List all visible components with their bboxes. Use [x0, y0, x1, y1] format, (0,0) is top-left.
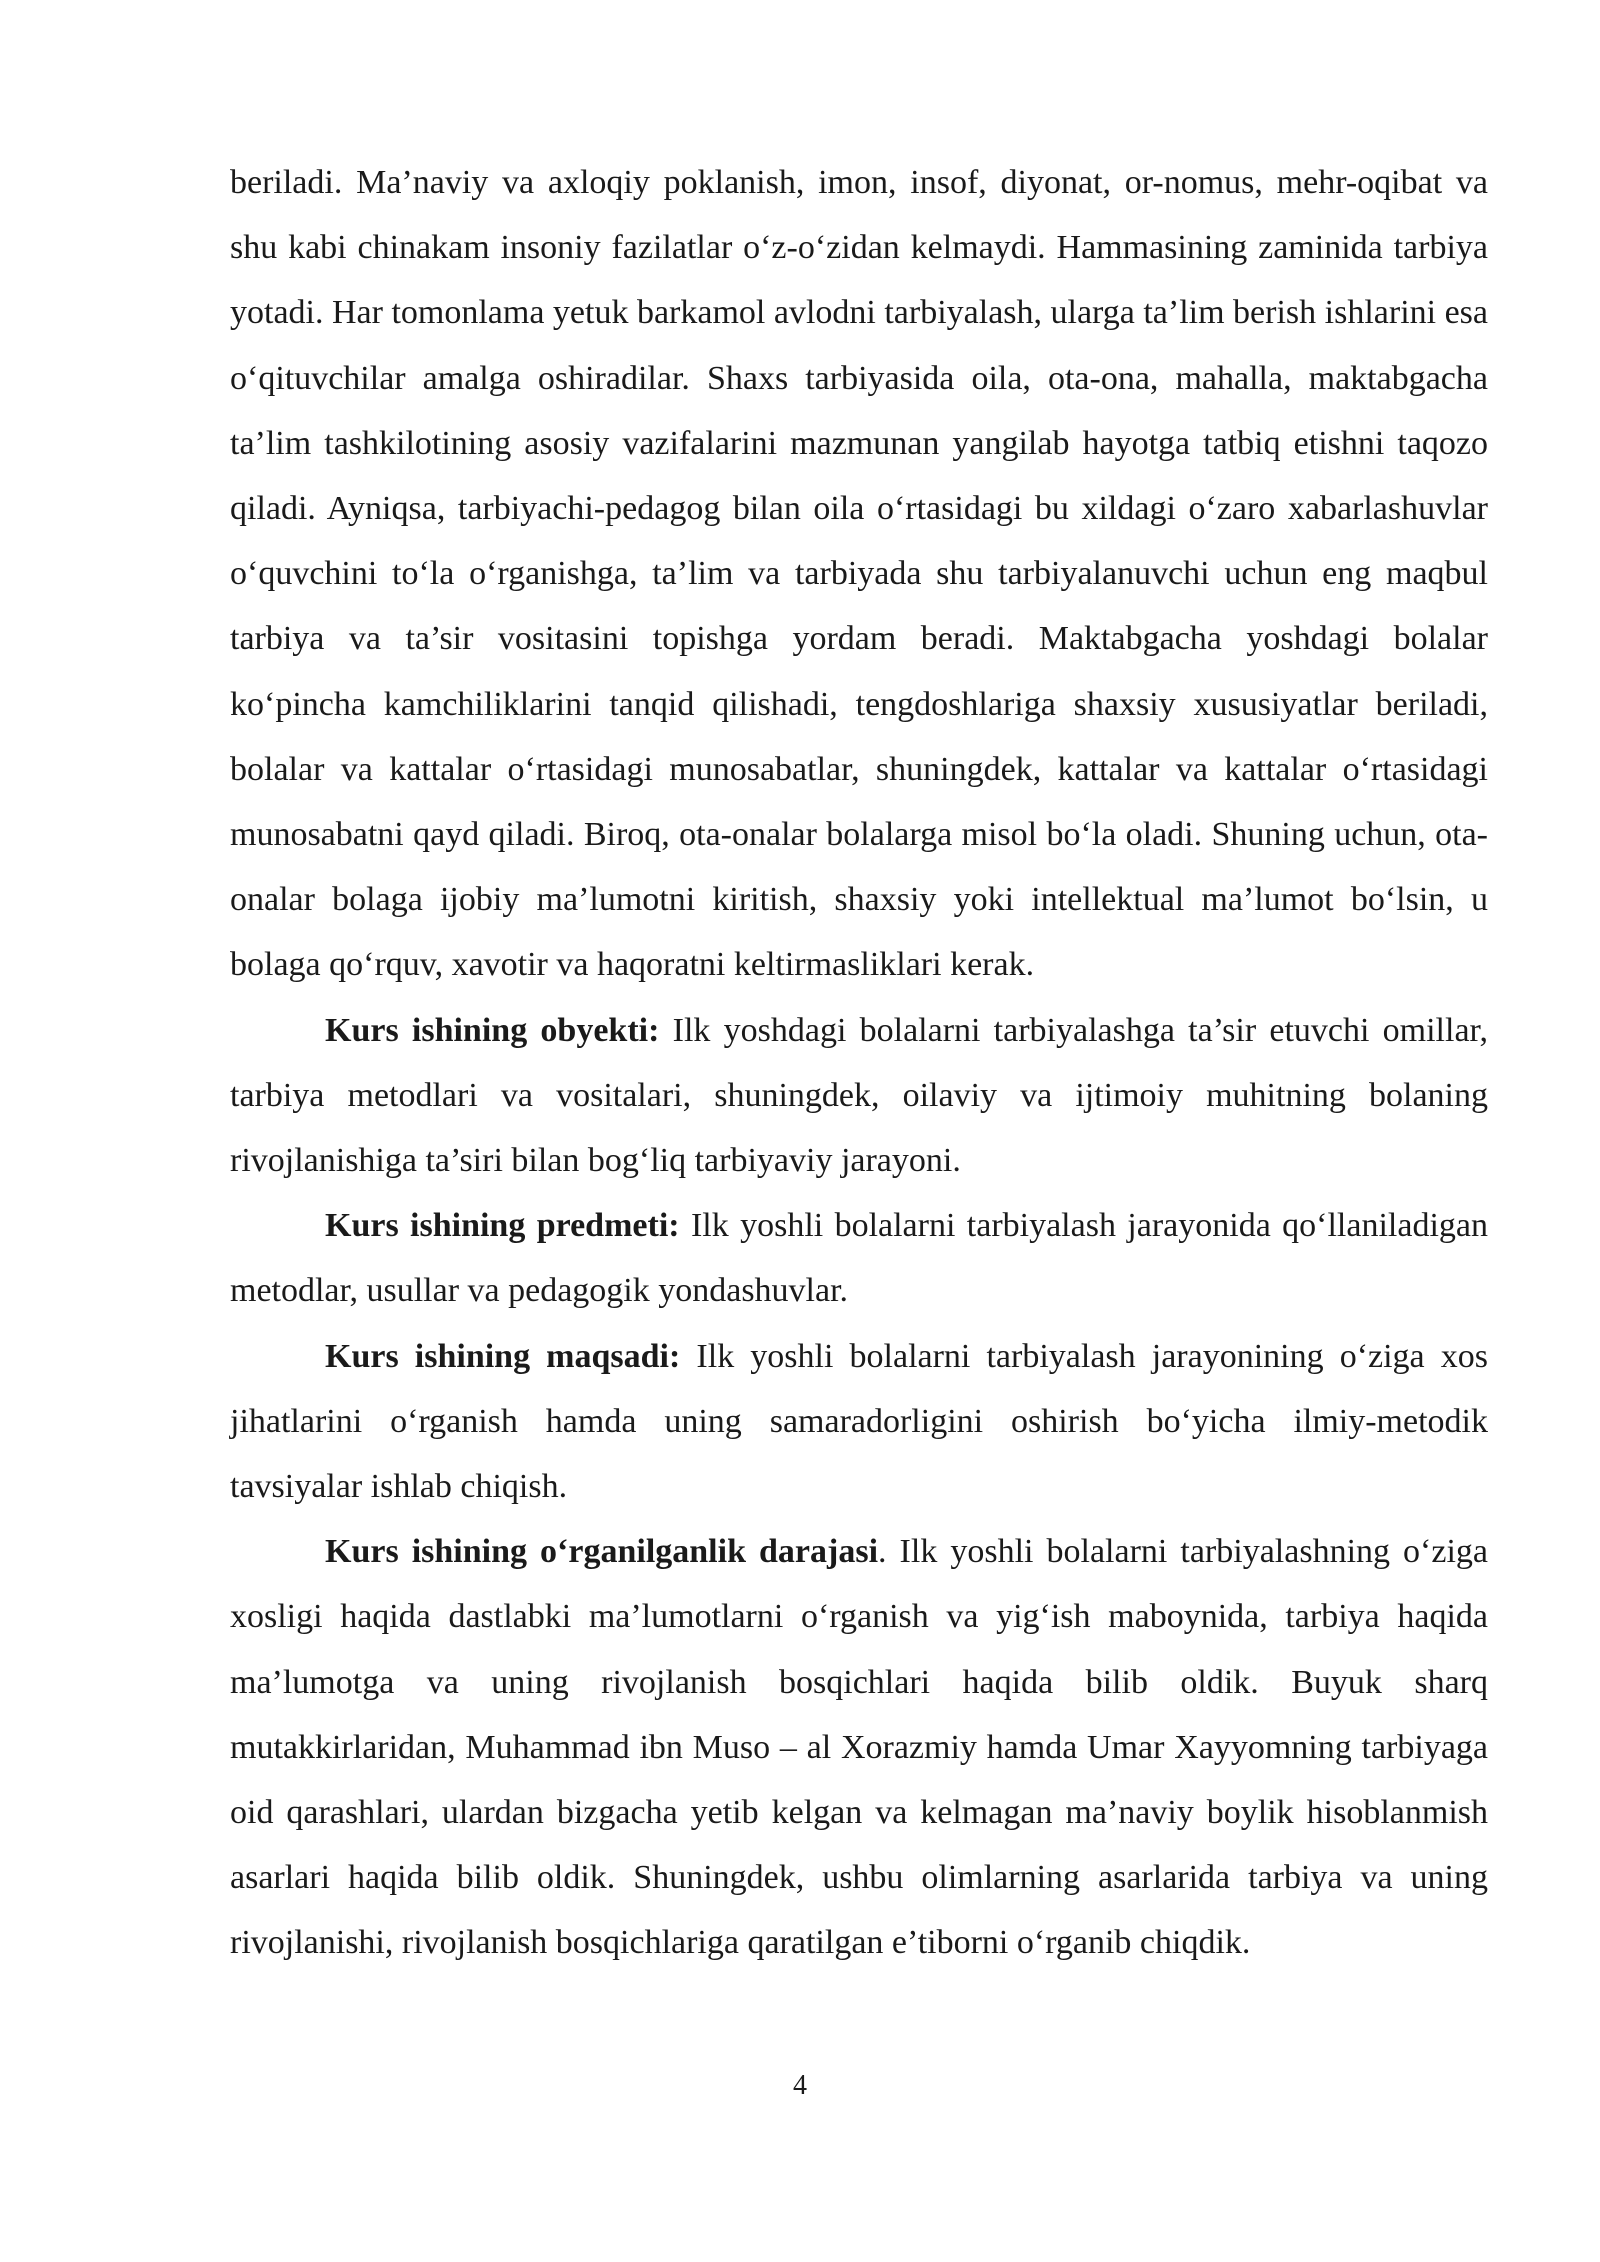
document-page [230, 150, 1488, 1976]
paragraph-study-level-lead: Kurs ishining o‘rganilganlik darajasi [325, 1533, 879, 1571]
paragraph-intro [230, 150, 1488, 998]
paragraph-subject-text: Ilk yoshli bolalarni tarbiyalash jarayonida qo‘llaniladigan metodlar, usullar va pedagogik yondashuvlar. [230, 1207, 1488, 1310]
paragraph-study-level-text: . Ilk yoshli bolalarni tarbiyalashning o‘ziga xosligi haqida dastlabki ma’lumotlarni o‘rganish va yig‘ish maboynida, tarbiya haqida ma’lumotga va uning rivojlanish bosqichlari haqida bilib oldik. Buyuk sharq mutakkirlaridan, Muhammad ibn Muso – al Xorazmiy hamda Umar Xayyomning tarbiyaga oid qarashlari, ulardan bizgacha yetib kelgan va kelmagan ma’naviy boylik hisoblanmish asarlari haqida bilib oldik. Shuningdek, ushbu olimlarning asarlarida tarbiya va uning rivojlanishi, rivojlanish bosqichlariga qaratilgan e’tiborni o‘rganib chiqdik. [230, 1533, 1488, 1962]
paragraph-subject-lead: Kurs ishining predmeti: [325, 1207, 680, 1245]
paragraph-object [230, 998, 1488, 1194]
paragraph-intro-text: beriladi. Ma’naviy va axloqiy poklanish, imon, insof, diyonat, or-nomus, mehr-oqibat va shu kabi chinakam insoniy fazilatlar o‘z-o‘zidan kelmaydi. Hammasining zaminida tarbiya yotadi. Har tomonlama yetuk barkamol avlodni tarbiyalash, ularga ta’lim berish ishlarini esa o‘qituvchilar amalga oshiradilar. Shaxs tarbiyasida oila, ota-ona, mahalla, maktabgacha ta’lim tashkilotining asosiy vazifalarini mazmunan yangilab hayotga tatbiq etishni taqozo qiladi. Ayniqsa, tarbiyachi-pedagog bilan oila o‘rtasidagi bu xildagi o‘zaro xabarlashuvlar o‘quvchini to‘la o‘rganishga, ta’lim va tarbiyada shu tarbiyalanuvchi uchun eng maqbul tarbiya va ta’sir vositasini topishga yordam beradi. Maktabgacha yoshdagi bolalar ko‘pincha kamchiliklarini tanqid qilishadi, tengdoshlariga shaxsiy xususiyatlar beriladi, bolalar va kattalar o‘rtasidagi munosabatlar, shuningdek, kattalar va kattalar o‘rtasidagi munosabatni qayd qiladi. Biroq, ota-onalar bolalarga misol bo‘la oladi. Shuning uchun, ota-onalar bolaga ijobiy ma’lumotni kiritish, shaxsiy yoki intellektual ma’lumot bo‘lsin, u bolaga qo‘rquv, xavotir va haqoratni keltirmasliklari kerak. [230, 164, 1488, 984]
paragraph-study-level [230, 1519, 1488, 1975]
paragraph-goal-lead: Kurs ishining maqsadi: [325, 1337, 681, 1375]
paragraph-subject [230, 1193, 1488, 1323]
paragraph-goal [230, 1324, 1488, 1520]
paragraph-object-text: Ilk yoshdagi bolalarni tarbiyalashga ta’sir etuvchi omillar, tarbiya metodlari va vositalari, shuningdek, oilaviy va ijtimoiy muhitning bolaning rivojlanishiga ta’siri bilan bog‘liq tarbiyaviy jarayoni. [230, 1011, 1488, 1180]
page-number: 4 [793, 2070, 807, 2101]
paragraph-goal-text: Ilk yoshli bolalarni tarbiyalash jarayonining o‘ziga xos jihatlarini o‘rganish hamda uning samaradorligini oshirish bo‘yicha ilmiy-metodik tavsiyalar ishlab chiqish. [230, 1337, 1488, 1506]
paragraph-object-lead: Kurs ishining obyekti: [325, 1011, 660, 1049]
